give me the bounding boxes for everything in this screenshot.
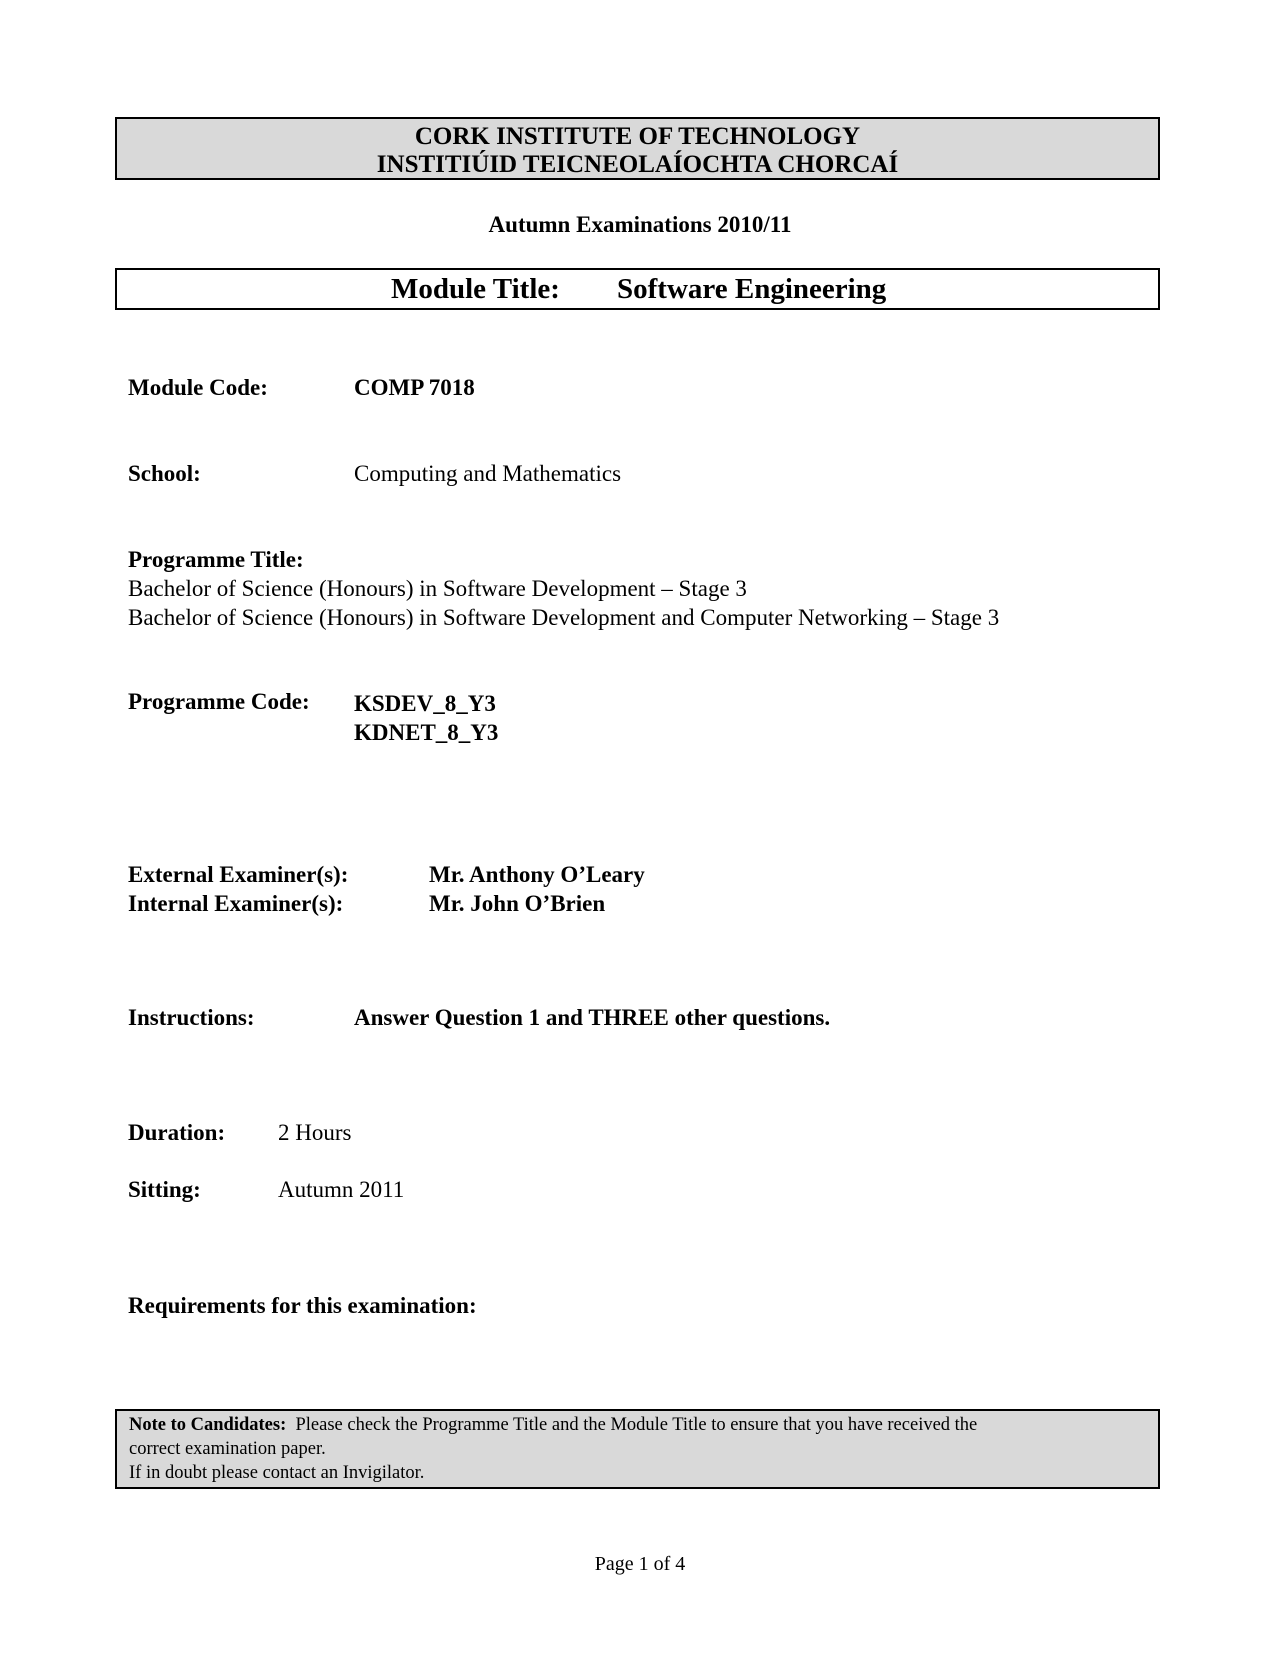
duration-label: Duration: xyxy=(128,1120,226,1145)
external-examiner-name: Mr. Anthony O’Leary xyxy=(429,862,645,887)
institution-name-english: CORK INSTITUTE OF TECHNOLOGY xyxy=(414,123,861,150)
note-to-candidates-box xyxy=(115,1409,1160,1489)
module-title-box xyxy=(115,268,1160,310)
requirements-label: Requirements for this examination: xyxy=(128,1293,477,1318)
programme-code-label: Programme Code: xyxy=(128,689,310,714)
school-label: School: xyxy=(128,461,201,486)
note-line: If in doubt please contact an Invigilator. xyxy=(129,1463,425,1483)
page-number: Page 1 of 4 xyxy=(594,1553,686,1575)
programme-title-label: Programme Title: xyxy=(128,547,304,572)
examiner-names xyxy=(429,860,645,918)
module-code-value: COMP 7018 xyxy=(354,375,475,400)
school-value: Computing and Mathematics xyxy=(354,461,622,486)
internal-examiner-name: Mr. John O’Brien xyxy=(429,891,606,916)
sitting-value: Autumn 2011 xyxy=(278,1177,405,1202)
duration-value: 2 Hours xyxy=(278,1120,352,1145)
module-code-label: Module Code: xyxy=(128,375,268,400)
note-line xyxy=(129,1413,1158,1437)
note-text: Please check the Programme Title and the Module Title to ensure that you have received the xyxy=(295,1415,978,1435)
programme-code-list xyxy=(354,689,498,747)
instructions-label: Instructions: xyxy=(128,1005,255,1030)
module-title-label: Module Title: xyxy=(391,273,560,305)
note-label: Note to Candidates: xyxy=(129,1415,287,1435)
institution-name-irish: INSTITIÚID TEICNEOLAÍOCHTA CHORCAÍ xyxy=(376,151,899,178)
programme-title-line: Bachelor of Science (Honours) in Software Development and Computer Networking – Stage 3 xyxy=(128,605,1000,630)
programme-code-value: KDNET_8_Y3 xyxy=(354,720,499,745)
sitting-label: Sitting: xyxy=(128,1177,201,1202)
exam-session: Autumn Examinations 2010/11 xyxy=(488,212,792,237)
programme-code-value: KSDEV_8_Y3 xyxy=(354,691,496,716)
note-line: correct examination paper. xyxy=(129,1439,326,1459)
internal-examiner-label: Internal Examiner(s): xyxy=(128,891,344,916)
module-title-value: Software Engineering xyxy=(617,273,887,305)
programme-title-list xyxy=(128,574,999,632)
programme-title-line: Bachelor of Science (Honours) in Software Development – Stage 3 xyxy=(128,576,747,601)
instructions-value: Answer Question 1 and THREE other questions. xyxy=(354,1005,831,1030)
institution-header xyxy=(115,117,1160,180)
examiner-labels xyxy=(128,860,348,918)
external-examiner-label: External Examiner(s): xyxy=(128,862,349,887)
